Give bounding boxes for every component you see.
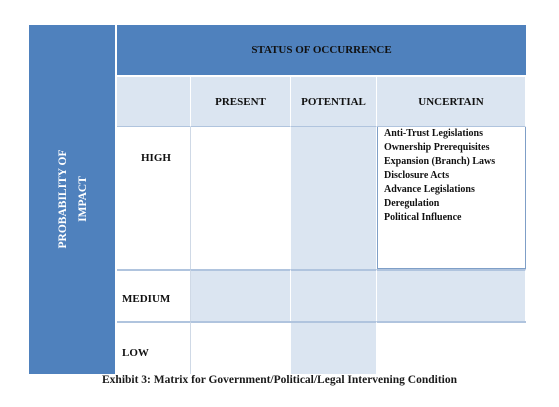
list-item: Disclosure Acts <box>384 170 450 181</box>
list-item: Anti-Trust Legislations <box>384 128 483 139</box>
cell-low-potential <box>291 321 377 374</box>
column-header-present: PRESENT <box>191 77 291 127</box>
impact-matrix-table <box>29 25 526 374</box>
list-item: Political Influence <box>384 212 462 223</box>
cell-high-uncertain <box>377 127 526 269</box>
side-label <box>53 150 93 249</box>
cell-high-potential <box>291 127 377 269</box>
cell-high-present <box>191 127 291 269</box>
row-label-high: HIGH <box>117 127 191 269</box>
cell-medium-present <box>191 269 291 321</box>
cell-low-present <box>191 321 291 374</box>
cell-medium-uncertain <box>377 269 526 321</box>
status-of-occurrence-header: STATUS OF OCCURRENCE <box>117 25 526 77</box>
blank-header-cell <box>117 77 191 127</box>
uncertain-high-list <box>378 127 525 225</box>
side-label-line-2: IMPACT <box>77 176 89 222</box>
column-header-uncertain: UNCERTAIN <box>377 77 526 127</box>
exhibit-caption: Exhibit 3: Matrix for Government/Political/Legal Intervening Condition <box>102 374 457 386</box>
list-item: Ownership Prerequisites <box>384 142 490 153</box>
row-label-low: LOW <box>117 321 191 374</box>
column-header-potential: POTENTIAL <box>291 77 377 127</box>
list-item: Deregulation <box>384 198 440 209</box>
probability-of-impact-header <box>29 25 117 374</box>
cell-medium-potential <box>291 269 377 321</box>
cell-low-uncertain <box>377 321 526 374</box>
side-label-line-1: PROBABILITY OF <box>57 149 69 249</box>
row-label-medium: MEDIUM <box>117 269 191 321</box>
list-item: Expansion (Branch) Laws <box>384 156 496 167</box>
list-item: Advance Legislations <box>384 184 475 195</box>
